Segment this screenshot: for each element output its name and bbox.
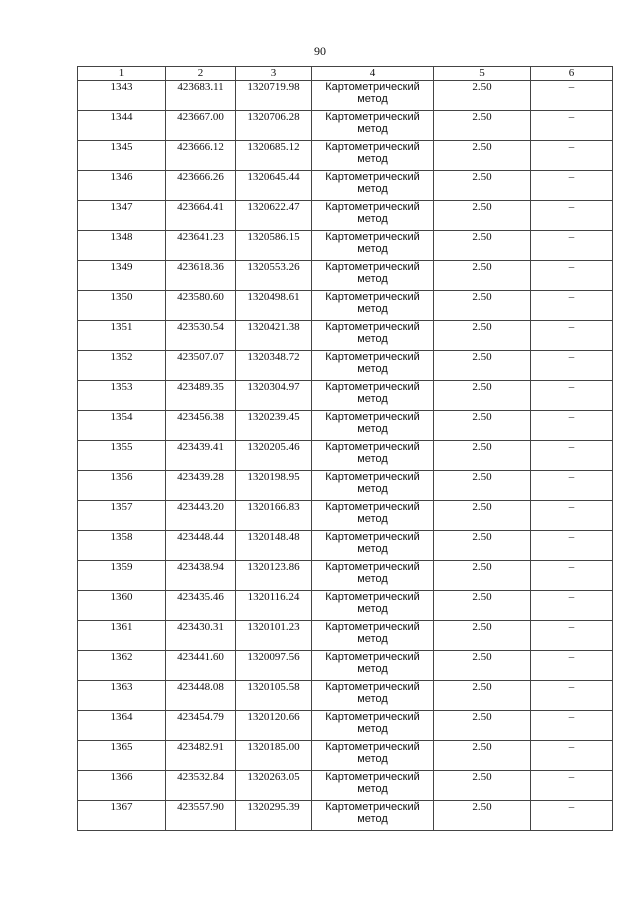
table-row (78, 741, 613, 771)
x-coordinate-cell: 423664.41 (166, 201, 236, 231)
column-header: 2 (166, 67, 236, 81)
point-number-cell: 1349 (78, 261, 166, 291)
table-row (78, 711, 613, 741)
x-coordinate-cell: 423438.94 (166, 561, 236, 591)
accuracy-cell: 2.50 (434, 141, 531, 171)
method-cell: Картометрический метод (312, 501, 434, 531)
method-cell: Картометрический метод (312, 441, 434, 471)
accuracy-cell: 2.50 (434, 711, 531, 741)
note-cell: – (531, 81, 613, 111)
y-coordinate-cell: 1320185.00 (236, 741, 312, 771)
note-cell: – (531, 711, 613, 741)
y-coordinate-cell: 1320105.58 (236, 681, 312, 711)
y-coordinate-cell: 1320421.38 (236, 321, 312, 351)
table-row (78, 111, 613, 141)
accuracy-cell: 2.50 (434, 321, 531, 351)
note-cell: – (531, 591, 613, 621)
note-cell: – (531, 531, 613, 561)
point-number-cell: 1350 (78, 291, 166, 321)
x-coordinate-cell: 423557.90 (166, 801, 236, 831)
point-number-cell: 1358 (78, 531, 166, 561)
method-cell: Картометрический метод (312, 621, 434, 651)
point-number-cell: 1367 (78, 801, 166, 831)
column-header: 3 (236, 67, 312, 81)
y-coordinate-cell: 1320645.44 (236, 171, 312, 201)
y-coordinate-cell: 1320205.46 (236, 441, 312, 471)
table-row (78, 771, 613, 801)
x-coordinate-cell: 423482.91 (166, 741, 236, 771)
table-row (78, 351, 613, 381)
table-row (78, 321, 613, 351)
y-coordinate-cell: 1320719.98 (236, 81, 312, 111)
x-coordinate-cell: 423441.60 (166, 651, 236, 681)
x-coordinate-cell: 423456.38 (166, 411, 236, 441)
point-number-cell: 1362 (78, 651, 166, 681)
table-row (78, 81, 613, 111)
accuracy-cell: 2.50 (434, 411, 531, 441)
x-coordinate-cell: 423618.36 (166, 261, 236, 291)
accuracy-cell: 2.50 (434, 381, 531, 411)
method-cell: Картометрический метод (312, 591, 434, 621)
table-header (78, 67, 613, 81)
table-row (78, 201, 613, 231)
note-cell: – (531, 111, 613, 141)
y-coordinate-cell: 1320097.56 (236, 651, 312, 681)
accuracy-cell: 2.50 (434, 651, 531, 681)
table-body (78, 81, 613, 831)
x-coordinate-cell: 423439.28 (166, 471, 236, 501)
point-number-cell: 1346 (78, 171, 166, 201)
table-row (78, 141, 613, 171)
table-row (78, 561, 613, 591)
note-cell: – (531, 201, 613, 231)
y-coordinate-cell: 1320498.61 (236, 291, 312, 321)
x-coordinate-cell: 423435.46 (166, 591, 236, 621)
note-cell: – (531, 501, 613, 531)
y-coordinate-cell: 1320166.83 (236, 501, 312, 531)
table-row (78, 621, 613, 651)
accuracy-cell: 2.50 (434, 111, 531, 141)
point-number-cell: 1343 (78, 81, 166, 111)
method-cell: Картометрический метод (312, 531, 434, 561)
note-cell: – (531, 261, 613, 291)
y-coordinate-cell: 1320685.12 (236, 141, 312, 171)
note-cell: – (531, 231, 613, 261)
accuracy-cell: 2.50 (434, 681, 531, 711)
note-cell: – (531, 381, 613, 411)
y-coordinate-cell: 1320295.39 (236, 801, 312, 831)
accuracy-cell: 2.50 (434, 81, 531, 111)
note-cell: – (531, 411, 613, 441)
method-cell: Картометрический метод (312, 141, 434, 171)
x-coordinate-cell: 423641.23 (166, 231, 236, 261)
accuracy-cell: 2.50 (434, 441, 531, 471)
method-cell: Картометрический метод (312, 81, 434, 111)
method-cell: Картометрический метод (312, 681, 434, 711)
column-header: 1 (78, 67, 166, 81)
x-coordinate-cell: 423667.00 (166, 111, 236, 141)
note-cell: – (531, 561, 613, 591)
point-number-cell: 1353 (78, 381, 166, 411)
method-cell: Картометрический метод (312, 231, 434, 261)
accuracy-cell: 2.50 (434, 531, 531, 561)
x-coordinate-cell: 423507.07 (166, 351, 236, 381)
method-cell: Картометрический метод (312, 321, 434, 351)
accuracy-cell: 2.50 (434, 561, 531, 591)
accuracy-cell: 2.50 (434, 201, 531, 231)
point-number-cell: 1360 (78, 591, 166, 621)
y-coordinate-cell: 1320116.24 (236, 591, 312, 621)
table-row (78, 291, 613, 321)
method-cell: Картометрический метод (312, 561, 434, 591)
point-number-cell: 1357 (78, 501, 166, 531)
y-coordinate-cell: 1320148.48 (236, 531, 312, 561)
point-number-cell: 1348 (78, 231, 166, 261)
method-cell: Картометрический метод (312, 411, 434, 441)
method-cell: Картометрический метод (312, 771, 434, 801)
table-row (78, 381, 613, 411)
accuracy-cell: 2.50 (434, 261, 531, 291)
column-header: 5 (434, 67, 531, 81)
accuracy-cell: 2.50 (434, 471, 531, 501)
table-row (78, 531, 613, 561)
note-cell: – (531, 171, 613, 201)
coordinates-table (77, 66, 613, 831)
column-header: 6 (531, 67, 613, 81)
point-number-cell: 1356 (78, 471, 166, 501)
note-cell: – (531, 321, 613, 351)
x-coordinate-cell: 423683.11 (166, 81, 236, 111)
y-coordinate-cell: 1320706.28 (236, 111, 312, 141)
note-cell: – (531, 801, 613, 831)
point-number-cell: 1359 (78, 561, 166, 591)
note-cell: – (531, 741, 613, 771)
x-coordinate-cell: 423448.08 (166, 681, 236, 711)
table-row (78, 171, 613, 201)
accuracy-cell: 2.50 (434, 291, 531, 321)
table-row (78, 591, 613, 621)
table-row (78, 261, 613, 291)
method-cell: Картометрический метод (312, 381, 434, 411)
point-number-cell: 1354 (78, 411, 166, 441)
note-cell: – (531, 681, 613, 711)
x-coordinate-cell: 423580.60 (166, 291, 236, 321)
method-cell: Картометрический метод (312, 351, 434, 381)
accuracy-cell: 2.50 (434, 231, 531, 261)
accuracy-cell: 2.50 (434, 621, 531, 651)
x-coordinate-cell: 423454.79 (166, 711, 236, 741)
table-row (78, 651, 613, 681)
x-coordinate-cell: 423448.44 (166, 531, 236, 561)
table-row (78, 411, 613, 441)
y-coordinate-cell: 1320120.66 (236, 711, 312, 741)
method-cell: Картометрический метод (312, 291, 434, 321)
table-row (78, 501, 613, 531)
x-coordinate-cell: 423666.12 (166, 141, 236, 171)
point-number-cell: 1351 (78, 321, 166, 351)
point-number-cell: 1355 (78, 441, 166, 471)
y-coordinate-cell: 1320586.15 (236, 231, 312, 261)
column-header: 4 (312, 67, 434, 81)
y-coordinate-cell: 1320101.23 (236, 621, 312, 651)
y-coordinate-cell: 1320263.05 (236, 771, 312, 801)
note-cell: – (531, 471, 613, 501)
note-cell: – (531, 771, 613, 801)
point-number-cell: 1352 (78, 351, 166, 381)
point-number-cell: 1347 (78, 201, 166, 231)
method-cell: Картометрический метод (312, 711, 434, 741)
accuracy-cell: 2.50 (434, 771, 531, 801)
y-coordinate-cell: 1320622.47 (236, 201, 312, 231)
note-cell: – (531, 351, 613, 381)
x-coordinate-cell: 423489.35 (166, 381, 236, 411)
accuracy-cell: 2.50 (434, 591, 531, 621)
header-row (78, 67, 613, 81)
method-cell: Картометрический метод (312, 261, 434, 291)
table-row (78, 441, 613, 471)
note-cell: – (531, 291, 613, 321)
point-number-cell: 1363 (78, 681, 166, 711)
accuracy-cell: 2.50 (434, 501, 531, 531)
method-cell: Картометрический метод (312, 171, 434, 201)
method-cell: Картометрический метод (312, 471, 434, 501)
y-coordinate-cell: 1320123.86 (236, 561, 312, 591)
y-coordinate-cell: 1320198.95 (236, 471, 312, 501)
accuracy-cell: 2.50 (434, 801, 531, 831)
x-coordinate-cell: 423666.26 (166, 171, 236, 201)
x-coordinate-cell: 423439.41 (166, 441, 236, 471)
y-coordinate-cell: 1320553.26 (236, 261, 312, 291)
point-number-cell: 1364 (78, 711, 166, 741)
x-coordinate-cell: 423430.31 (166, 621, 236, 651)
x-coordinate-cell: 423532.84 (166, 771, 236, 801)
table-row (78, 681, 613, 711)
page-number: 90 (314, 44, 326, 58)
method-cell: Картометрический метод (312, 741, 434, 771)
table-row (78, 231, 613, 261)
note-cell: – (531, 651, 613, 681)
y-coordinate-cell: 1320239.45 (236, 411, 312, 441)
y-coordinate-cell: 1320304.97 (236, 381, 312, 411)
note-cell: – (531, 621, 613, 651)
method-cell: Картометрический метод (312, 801, 434, 831)
method-cell: Картометрический метод (312, 651, 434, 681)
y-coordinate-cell: 1320348.72 (236, 351, 312, 381)
x-coordinate-cell: 423530.54 (166, 321, 236, 351)
point-number-cell: 1361 (78, 621, 166, 651)
method-cell: Картометрический метод (312, 111, 434, 141)
table-row (78, 471, 613, 501)
point-number-cell: 1345 (78, 141, 166, 171)
point-number-cell: 1366 (78, 771, 166, 801)
table-row (78, 801, 613, 831)
note-cell: – (531, 141, 613, 171)
accuracy-cell: 2.50 (434, 741, 531, 771)
point-number-cell: 1365 (78, 741, 166, 771)
note-cell: – (531, 441, 613, 471)
accuracy-cell: 2.50 (434, 171, 531, 201)
accuracy-cell: 2.50 (434, 351, 531, 381)
x-coordinate-cell: 423443.20 (166, 501, 236, 531)
method-cell: Картометрический метод (312, 201, 434, 231)
point-number-cell: 1344 (78, 111, 166, 141)
